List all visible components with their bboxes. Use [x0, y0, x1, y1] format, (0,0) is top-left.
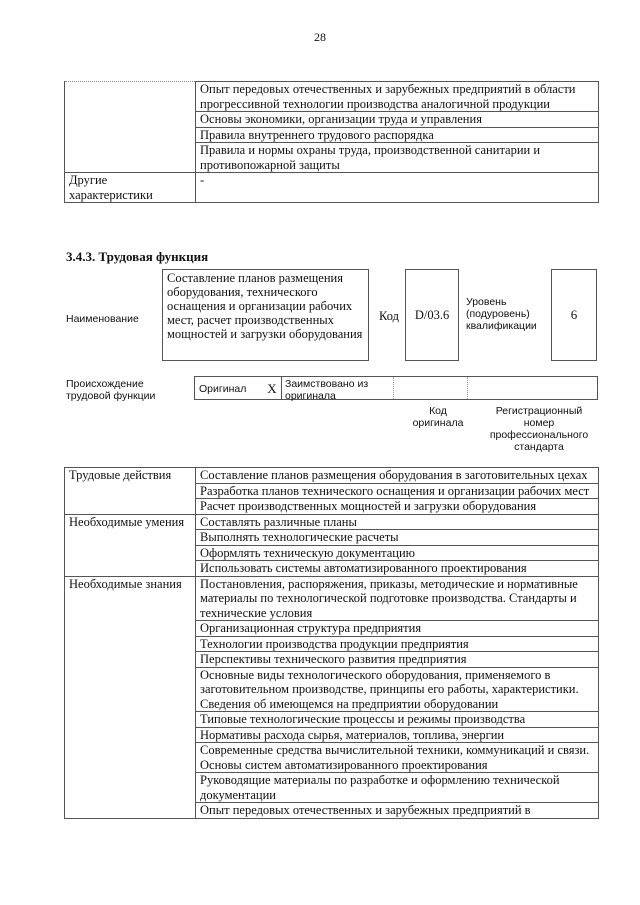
row-value: Основы экономики, организации труда и управления — [196, 112, 599, 128]
original-mark: X — [267, 381, 277, 396]
list-item: Руководящие материалы по разработке и оформлению технической документации — [196, 773, 599, 803]
registration-number-cell — [467, 377, 597, 399]
table-row — [65, 576, 599, 621]
group-label: Необходимые знания — [65, 576, 196, 818]
level-value-box: 6 — [551, 269, 597, 361]
list-item: Технологии производства продукции предприятия — [196, 636, 599, 652]
origin-label: Происхождение трудовой функции — [66, 378, 156, 402]
code-value-box: D/03.6 — [405, 269, 459, 361]
list-item: Расчет производственных мощностей и загрузки оборудования — [196, 499, 599, 515]
list-item: Составлять различные планы — [196, 514, 599, 530]
list-item: Разработка планов технического оснащения и организации рабочих мест — [196, 483, 599, 499]
table-row — [65, 112, 599, 128]
origin-row — [194, 376, 598, 400]
list-item: Составление планов размещения оборудования в заготовительных цехах — [196, 468, 599, 484]
table-row — [65, 468, 599, 484]
list-item: Опыт передовых отечественных и зарубежных предприятий в — [196, 803, 599, 819]
list-item: Перспективы технического развития предприятия — [196, 652, 599, 668]
group-label: Необходимые умения — [65, 514, 196, 576]
list-item: Выполнять технологические расчеты — [196, 530, 599, 546]
row-value: Правила внутреннего трудового распорядка — [196, 127, 599, 143]
caption-registration-number: Регистрационный номер профессионального стандарта — [489, 405, 589, 453]
labor-function-table — [64, 467, 599, 819]
list-item: Организационная структура предприятия — [196, 621, 599, 637]
row-value: Правила и нормы охраны труда, производственной санитарии и противопожарной защиты — [196, 143, 599, 173]
row-value: Опыт передовых отечественных и зарубежных предприятий в области прогрессивной технологии производства аналогичной продукции — [196, 82, 599, 112]
table-row — [65, 143, 599, 173]
row-label — [65, 143, 196, 173]
borrowed-label: Заимствовано из оригинала — [281, 377, 393, 399]
code-label: Код — [379, 309, 399, 323]
list-item: Нормативы расхода сырья, материалов, топлива, энергии — [196, 727, 599, 743]
row-value: - — [196, 173, 599, 203]
page-number: 28 — [314, 30, 326, 44]
list-item: Основные виды технологического оборудования, применяемого в заготовительном производстве, принципы его работы, характеристики. Сведения об имеющемся на предприятии оборудовании — [196, 667, 599, 712]
top-knowledge-table — [64, 81, 599, 203]
table-row — [65, 127, 599, 143]
list-item: Постановления, распоряжения, приказы, методические и нормативные материалы по технологической подготовке производства. Стандарты и технические условия — [196, 576, 599, 621]
table-row — [65, 514, 599, 530]
list-item: Современные средства вычислительной техники, коммуникаций и связи. Основы систем автоматизированного проектирования — [196, 743, 599, 773]
row-label: Другие характеристики — [65, 173, 196, 203]
function-name-box: Составление планов размещения оборудования, технического оснащения и организации рабочих мест, расчет производственных мощностей и загрузки оборудования — [162, 269, 369, 361]
row-label — [65, 127, 196, 143]
caption-original-code: Код оригинала — [412, 405, 464, 429]
table-row — [65, 82, 599, 112]
list-item: Типовые технологические процессы и режимы производства — [196, 712, 599, 728]
original-label: Оригинал — [199, 383, 247, 395]
level-label: Уровень (подуровень) квалификации — [466, 296, 537, 332]
row-label — [65, 82, 196, 112]
section-title: 3.4.3. Трудовая функция — [66, 249, 209, 264]
table-row — [65, 173, 599, 203]
group-label: Трудовые действия — [65, 468, 196, 515]
list-item: Оформлять техническую документацию — [196, 545, 599, 561]
name-label: Наименование — [66, 313, 139, 325]
row-label — [65, 112, 196, 128]
list-item: Использовать системы автоматизированного проектирования — [196, 561, 599, 577]
original-code-cell — [393, 377, 467, 399]
